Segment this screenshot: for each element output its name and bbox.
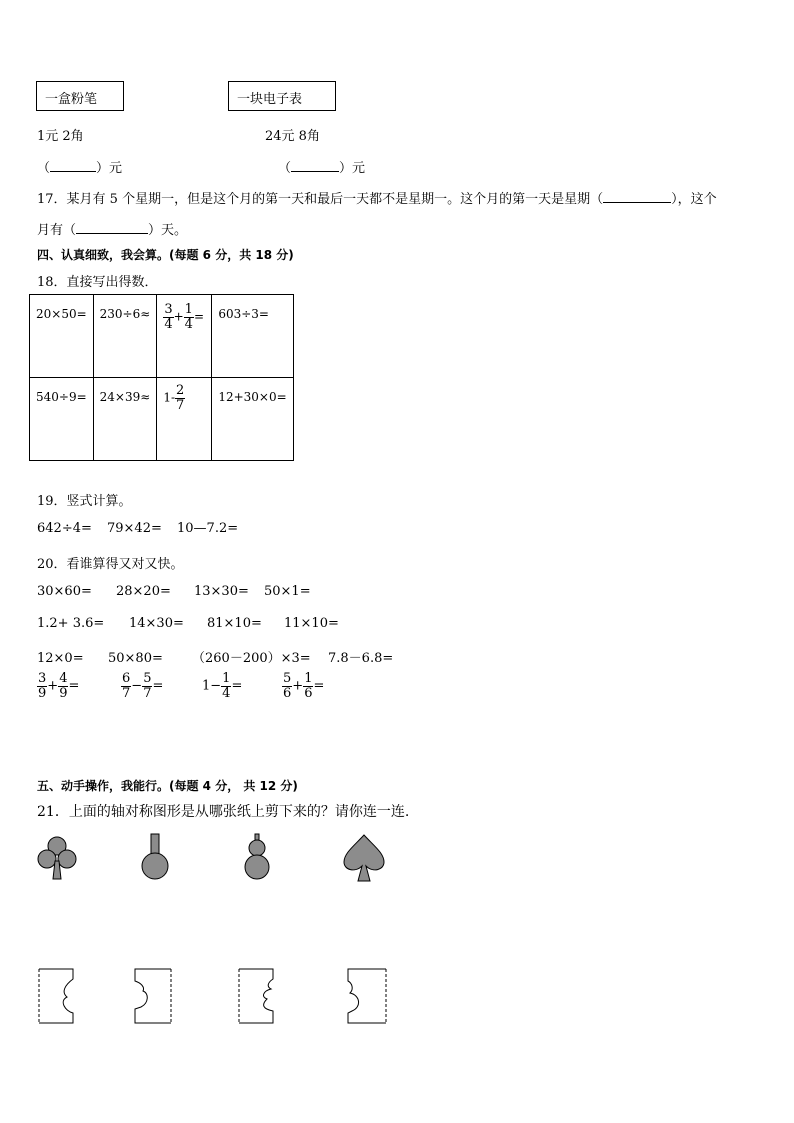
- table-row: [30, 378, 294, 461]
- q18-cell[interactable]: 230÷6≈: [93, 295, 157, 378]
- watch-box: [228, 81, 336, 111]
- q17-blank-weekday[interactable]: [603, 202, 671, 203]
- q18-cell[interactable]: 540÷9=: [30, 378, 94, 461]
- club-shape-icon[interactable]: [36, 835, 78, 881]
- q19-expressions: 642÷4= 79×42= 10—7.2=: [37, 521, 239, 536]
- q18-cell-fraction[interactable]: $\frac{3}{4}$ + $\frac{1}{4}$ =: [157, 295, 212, 378]
- folded-paper-1-icon[interactable]: [37, 967, 77, 1025]
- chalk-label: 一盒粉笔: [45, 92, 98, 107]
- q20-title: 20．看谁算得又对又快。: [37, 557, 184, 572]
- q17-line1: 17．某月有 5 个星期一，但是这个月的第一天和最后一天都不是星期一。这个月的第一天是星期（ ），这个: [37, 192, 717, 207]
- q18-cell[interactable]: 20×50=: [30, 295, 94, 378]
- table-row: [30, 295, 294, 378]
- gourd-shape-icon[interactable]: [243, 833, 271, 881]
- chalk-answer-blank[interactable]: [50, 171, 96, 172]
- watch-answer: （ ）元: [278, 161, 366, 176]
- q18-cell[interactable]: 603÷3=: [212, 295, 293, 378]
- q19-title: 19．竖式计算。: [37, 494, 132, 509]
- folded-paper-2-icon[interactable]: [133, 967, 173, 1025]
- q18-cell[interactable]: 12+30×0=: [212, 378, 293, 461]
- q21-title: 21．上面的轴对称图形是从哪张纸上剪下来的？请你连一连.: [37, 804, 410, 820]
- folded-paper-3-icon[interactable]: [237, 967, 277, 1025]
- q18-cell-fraction[interactable]: 1- $\frac{2}{7}$: [157, 378, 212, 461]
- q20-row3: 12×0= 50×80= （260－200）×3= 7.8－6.8=: [37, 651, 394, 666]
- watch-price: 24元 8角: [265, 129, 320, 144]
- q20-row1: 30×60= 28×20= 13×30= 50×1=: [37, 584, 311, 599]
- q17-blank-days[interactable]: [76, 233, 148, 234]
- spade-shape-icon[interactable]: [341, 833, 387, 883]
- chalk-answer: （ ）元: [37, 161, 123, 176]
- q18-table: [29, 294, 294, 461]
- q20-row2: 1.2+ 3.6= 14×30= 81×10= 11×10=: [37, 616, 339, 631]
- section5-heading: 五、动手操作，我能行。(每题 4 分， 共 12 分): [37, 779, 298, 793]
- q18-cell[interactable]: 24×39≈: [93, 378, 157, 461]
- bottle-shape-icon[interactable]: [141, 833, 169, 881]
- section4-heading: 四、认真细致，我会算。(每题 6 分，共 18 分): [37, 248, 294, 262]
- watch-answer-blank[interactable]: [291, 171, 339, 172]
- q18-title: 18．直接写出得数．: [37, 275, 158, 290]
- chalk-price: 1元 2角: [37, 129, 84, 144]
- q17-line2: 月有（ ）天。: [37, 223, 188, 238]
- q20-fractions: $\frac{3}{9}$ + $\frac{4}{9}$ = $\frac{6}{7}$ − $\frac{5}{7}$ = 1− $\frac{1}{4}$ = $\frac{5}{6}$ + $\frac{1}{6}$ =: [38, 671, 325, 701]
- chalk-box: [36, 81, 124, 111]
- watch-label: 一块电子表: [237, 92, 303, 107]
- folded-paper-4-icon[interactable]: [346, 967, 388, 1025]
